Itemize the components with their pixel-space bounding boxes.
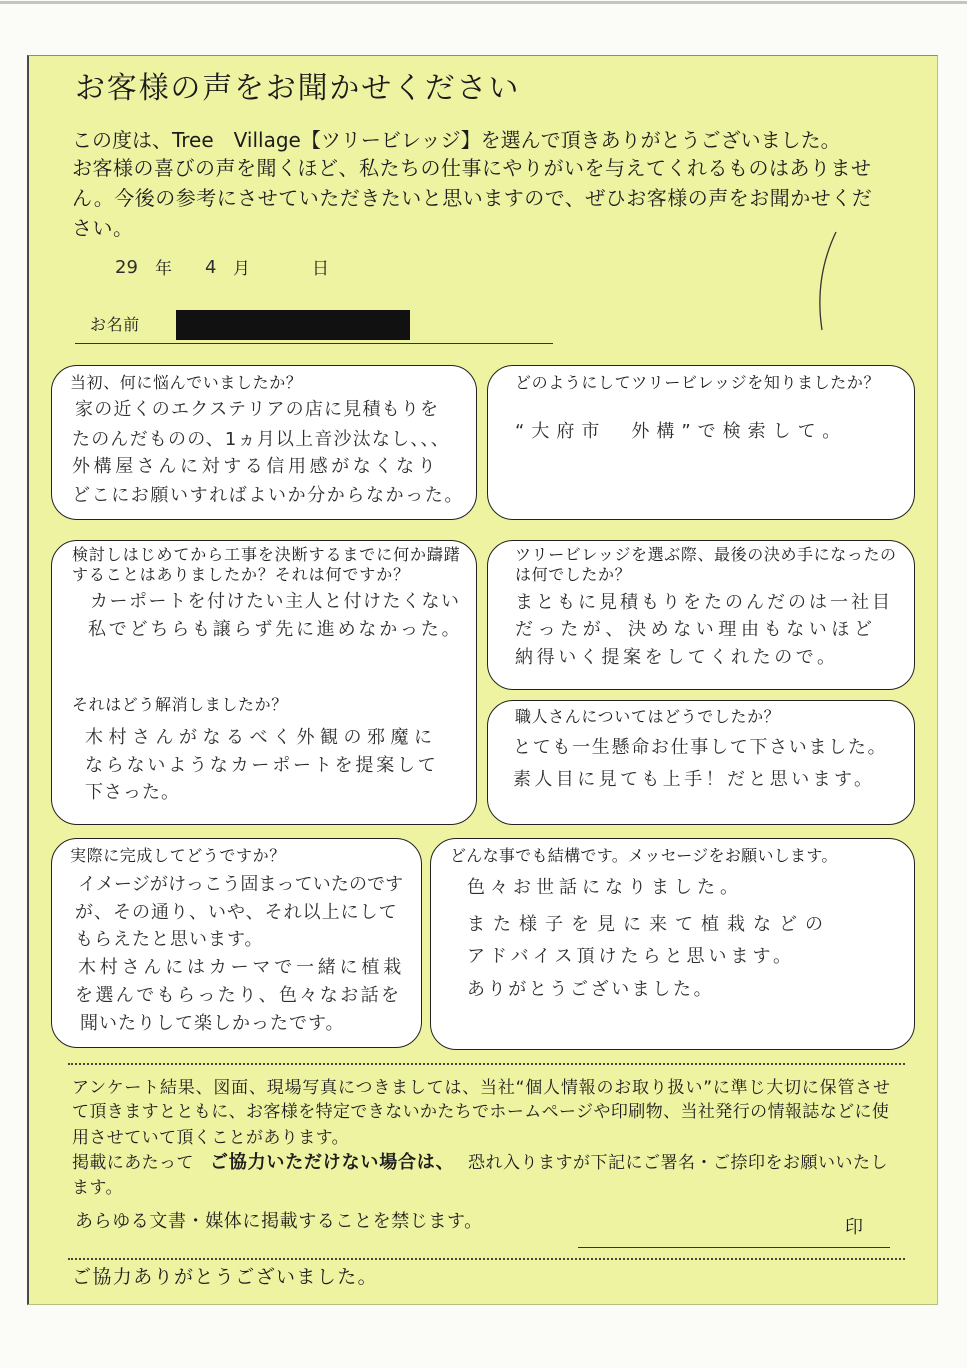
question-hesitation: することはありましたか？それは何ですか？: [72, 565, 411, 584]
opt-out-emphasis: ご協力いただけない場合は、: [210, 1152, 455, 1173]
handwritten-answer-line: だったが、決めない理由もないほど: [515, 619, 877, 640]
question-completion: 実際に完成してどうですか？: [70, 846, 286, 865]
handwritten-answer-line: まともに見積もりをたのんだのは一社目: [515, 592, 893, 613]
date-year-handwritten: 29: [115, 257, 138, 278]
handwritten-answer-line: イメージがけっこう固まっていたのです: [78, 874, 404, 895]
intro-line: さい。: [72, 216, 134, 240]
privacy-notice-line: 用させていて頂くことがあります。: [72, 1128, 350, 1148]
handwritten-answer-line: たのんだものの、1ヵ月以上音沙汰なし、、、: [72, 429, 450, 450]
intro-line: ん。今後の参考にさせていただきたいと思いますので、ぜひお客様の声をお聞かせくだ: [72, 186, 873, 210]
handwritten-answer-line: ならないようなカーポートを提案して: [85, 755, 439, 776]
handwritten-answer-line: また様子を見に来て植栽などの: [467, 914, 831, 935]
opt-out-continuation: ます。: [72, 1178, 123, 1198]
publication-prohibition-statement: あらゆる文書・媒体に掲載することを禁じます。: [75, 1211, 483, 1232]
scan-edge-line: [0, 1, 967, 4]
question-message: どんな事でも結構です。メッセージをお願いします。: [450, 846, 838, 865]
handwritten-answer-line: 納得いく提案をしてくれたので。: [515, 647, 839, 668]
handwritten-answer-line: 素人目に見ても上手！だと思います。: [513, 769, 876, 790]
handwritten-answer-line: “大府市 外構”で検索して。: [515, 421, 848, 442]
stray-pen-stroke: [810, 228, 850, 338]
question-hesitation: 検討しはじめてから工事を決断するまでに何か躊躇: [72, 545, 461, 564]
question-deciding-factor: は何でしたか？: [515, 565, 632, 584]
handwritten-answer-line: を選んでもらったり、色々なお話を: [75, 985, 402, 1006]
handwritten-answer-line: 色々お世話になりました。: [467, 877, 743, 898]
question-discovery: どのようにしてツリービレッジを知りましたか？: [515, 373, 881, 392]
question-deciding-factor: ツリービレッジを選ぶ際、最後の決め手になったの: [515, 545, 897, 564]
handwritten-answer-line: もらえたと思います。: [75, 929, 264, 950]
handwritten-answer-line: 木村さんにはカーマで一緒に植栽: [78, 957, 405, 978]
name-label: お名前: [90, 315, 140, 334]
privacy-notice-line: アンケート結果、図面、現場写真につきましては、当社“個人情報のお取り扱い”に準じ大切に保管させ: [72, 1078, 891, 1098]
date-month-handwritten: 4: [205, 257, 217, 278]
date-year-unit: 年: [155, 259, 173, 279]
handwritten-answer-line: カーポートを付けたい主人と付けたくない: [90, 591, 461, 612]
answer-box-message: [430, 838, 915, 1050]
handwritten-answer-line: 私でどちらも譲らず先に進めなかった。: [88, 619, 463, 640]
handwritten-answer-line: 下さった。: [85, 782, 180, 803]
handwritten-answer-line: が、その通り、いや、それ以上にして: [75, 902, 398, 923]
signature-line: [578, 1247, 890, 1248]
privacy-notice-line: て頂きますとともに、お客様を特定できないかたちでホームページや印刷物、当社発行の情報誌などに使: [72, 1102, 890, 1122]
intro-line: この度は、Tree Village【ツリービレッジ】を選んで頂きありがとうございました。: [72, 128, 841, 152]
dotted-divider: [68, 1063, 905, 1065]
handwritten-answer-line: 外構屋さんに対する信用感がなくなり: [72, 456, 440, 477]
handwritten-answer-line: 木村さんがなるべく外観の邪魔に: [85, 727, 438, 748]
dotted-divider: [68, 1258, 905, 1260]
date-day-unit: 日: [312, 259, 330, 279]
handwritten-answer-line: ありがとうございました。: [467, 979, 715, 1000]
opt-out-prefix: 掲載にあたって: [72, 1153, 194, 1173]
handwritten-answer-line: とても一生懸命お仕事して下さいました。: [513, 737, 888, 758]
seal-label: 印: [845, 1217, 864, 1238]
question-resolution: それはどう解消しましたか？: [72, 695, 288, 714]
intro-line: お客様の喜びの声を聞くほど、私たちの仕事にやりがいを与えてくれるものはありませ: [72, 156, 872, 180]
handwritten-answer-line: アドバイス頂けたらと思います。: [467, 946, 796, 967]
opt-out-request: 恐れ入りますが下記にご署名・ご捺印をお願いいたし: [468, 1153, 888, 1173]
question-craftsmen: 職人さんについてはどうでしたか？: [515, 707, 781, 726]
date-month-unit: 月: [233, 259, 251, 279]
handwritten-answer-line: どこにお願いすればよいか分からなかった。: [72, 485, 464, 506]
name-underline: [75, 343, 553, 344]
handwritten-answer-line: 聞いたりして楽しかったです。: [80, 1013, 345, 1034]
handwritten-answer-line: 家の近くのエクステリアの店に見積もりを: [75, 399, 440, 420]
question-initial-concern: 当初、何に悩んでいましたか？: [70, 373, 303, 392]
form-title: お客様の声をお聞かせください: [75, 71, 521, 106]
name-redaction-block: [176, 310, 410, 340]
closing-thanks: ご協力ありがとうございました。: [72, 1266, 379, 1288]
